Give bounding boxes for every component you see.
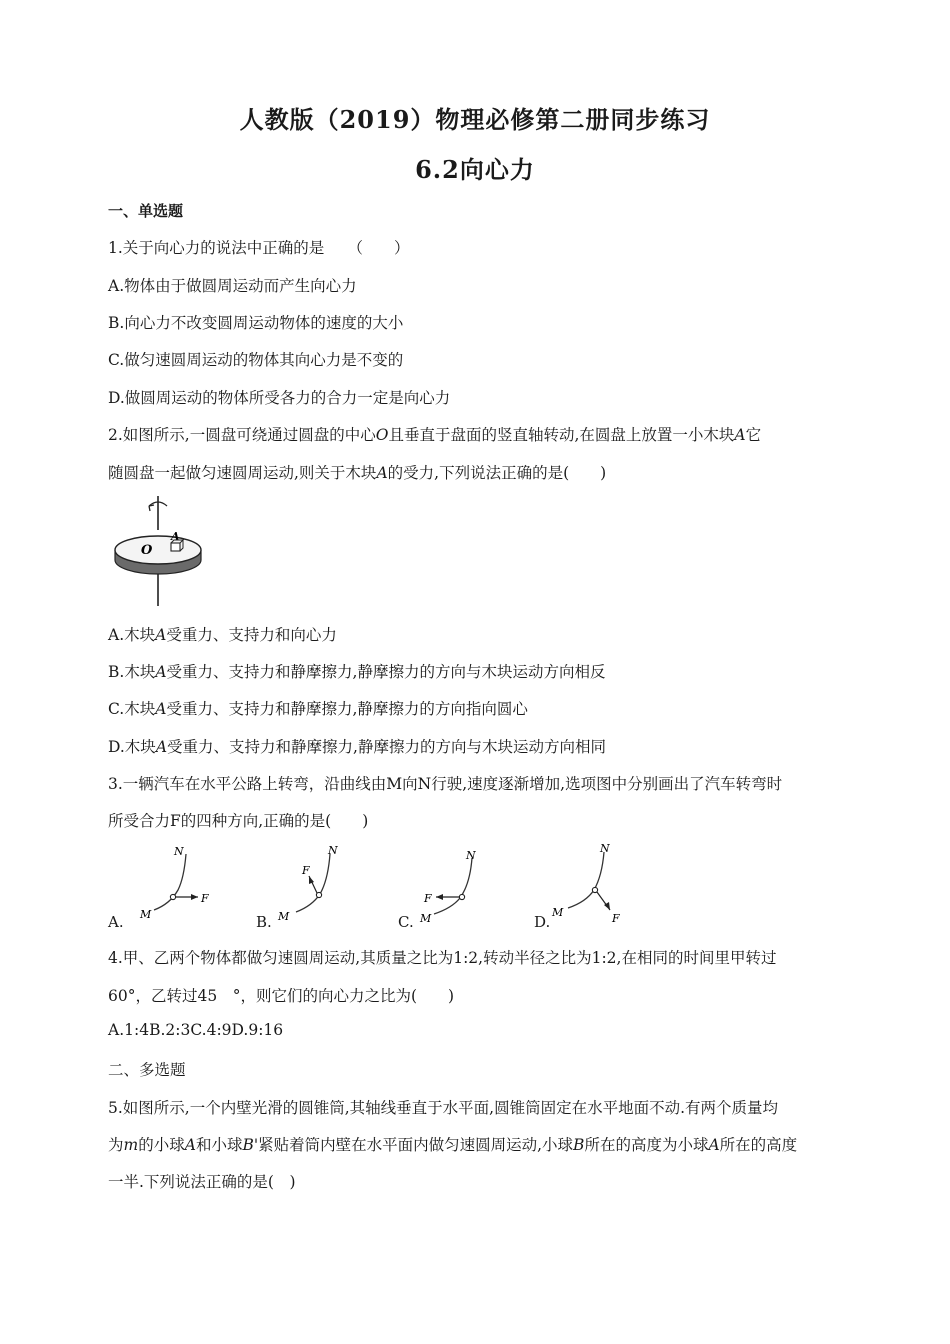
section-multiple-choice: 二、多选题 — [108, 1061, 186, 1079]
q4-options — [108, 1021, 283, 1039]
document-subtitle: 6.2向心力 — [415, 155, 535, 184]
svg-text:N: N — [328, 844, 338, 857]
q4-option-d: D.9:16 — [231, 1021, 284, 1039]
q3-stem-line2: 所受合力F的四种方向,正确的是( ) — [108, 812, 369, 830]
q1-stem: 1.关于向心力的说法中正确的是 （ ） — [108, 239, 410, 257]
q2-stem-line2: 随圆盘一起做匀速圆周运动,则关于木块A的受力,下列说法正确的是( ) — [108, 464, 607, 482]
q4-option-a: A.1:4 — [108, 1021, 150, 1039]
block-label: A — [171, 530, 180, 543]
q2-stem-line1: 2.如图所示,一圆盘可绕通过圆盘的中心O且垂直于盘面的竖直轴转动,在圆盘上放置一小木块A它 — [108, 426, 762, 444]
svg-text:F: F — [612, 912, 620, 925]
q3-figure-a — [126, 842, 226, 928]
q1-option-c: C.做匀速圆周运动的物体其向心力是不变的 — [108, 351, 404, 369]
svg-text:N: N — [174, 845, 184, 858]
q1-option-d: D.做圆周运动的物体所受各力的合力一定是向心力 — [108, 389, 451, 407]
q4-stem-line1: 4.甲、乙两个物体都做匀速圆周运动,其质量之比为1:2,转动半径之比为1:2,在相同的时间里甲转过 — [108, 949, 777, 967]
q3-figure-b — [272, 842, 372, 928]
svg-text:F: F — [201, 892, 209, 905]
document-title: 人教版（2019）物理必修第二册同步练习 — [239, 105, 711, 134]
q1-option-b: B.向心力不改变圆周运动物体的速度的大小 — [108, 314, 404, 332]
disk-center-label: O — [141, 543, 153, 558]
q5-stem-line1: 5.如图所示,一个内壁光滑的圆锥筒,其轴线垂直于水平面,圆锥筒固定在水平地面不动.有两个质量均 — [108, 1099, 778, 1117]
rotating-disk-figure — [105, 492, 225, 610]
q5-stem-line3: 一半.下列说法正确的是( ) — [108, 1173, 296, 1191]
q2-option-c: C.木块A受重力、支持力和静摩擦力,静摩擦力的方向指向圆心 — [108, 700, 528, 718]
svg-text:M: M — [278, 910, 290, 923]
q2-option-a: A.木块A受重力、支持力和向心力 — [108, 626, 337, 644]
q3-option-a-label: A. — [108, 913, 124, 931]
q4-option-b: B.2:3 — [149, 1021, 191, 1039]
q2-option-b: B.木块A受重力、支持力和静摩擦力,静摩擦力的方向与木块运动方向相反 — [108, 663, 606, 681]
q3-stem-line1: 3.一辆汽车在水平公路上转弯，沿曲线由M向N行驶,速度逐渐增加,选项图中分别画出了汽车转弯时 — [108, 775, 783, 793]
q2-option-d: D.木块A受重力、支持力和静摩擦力,静摩擦力的方向与木块运动方向相同 — [108, 738, 606, 756]
svg-text:F: F — [424, 892, 432, 905]
svg-text:M: M — [552, 906, 564, 919]
svg-text:N: N — [600, 842, 610, 855]
q1-option-a: A.物体由于做圆周运动而产生向心力 — [108, 277, 357, 295]
q3-option-c-label: C. — [398, 913, 414, 931]
q3-option-d-label: D. — [534, 913, 551, 931]
q5-stem-line2: 为m的小球A和小球B'紧贴着筒内壁在水平面内做匀速圆周运动,小球B所在的高度为小球A所在的高度 — [108, 1136, 798, 1154]
q4-option-c: C.4:9 — [190, 1021, 232, 1039]
section-single-choice: 一、单选题 — [108, 202, 184, 220]
wood-block — [171, 543, 180, 551]
q4-stem-line2: 60°，乙转过45 °，则它们的向心力之比为( ) — [108, 987, 455, 1005]
q3-figure-d — [550, 838, 650, 928]
svg-text:M: M — [140, 908, 152, 921]
svg-text:F: F — [302, 864, 310, 877]
svg-text:M: M — [420, 912, 432, 925]
svg-text:N: N — [466, 849, 476, 862]
q3-figure-c — [414, 842, 514, 928]
q3-option-b-label: B. — [256, 913, 272, 931]
